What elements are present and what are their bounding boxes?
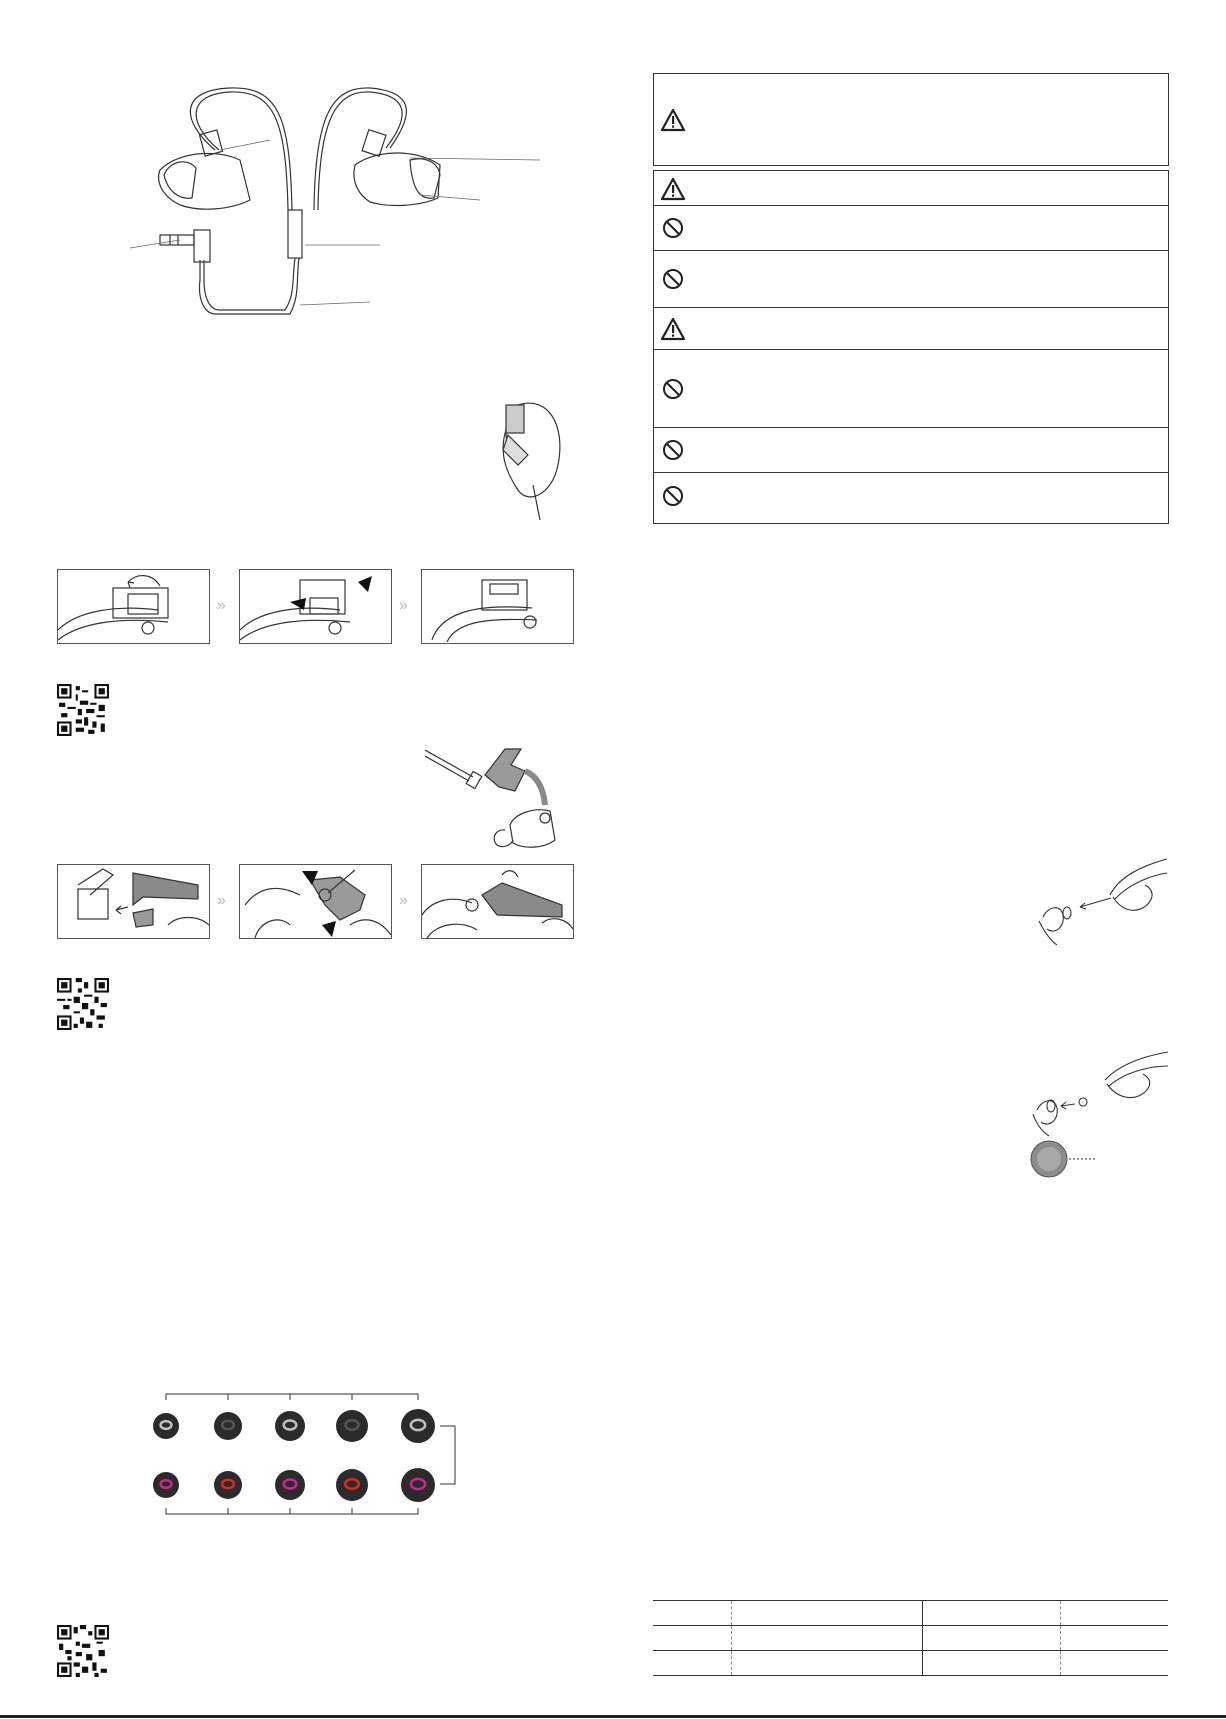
warning-row (654, 205, 1168, 251)
eartip (214, 1412, 242, 1440)
hook-step-2 (239, 864, 392, 939)
page-bottom-rule (0, 1715, 1226, 1718)
qr-code-1 (57, 684, 109, 736)
eartip (336, 1410, 368, 1442)
warning-row (654, 472, 1168, 522)
table-cell (732, 1601, 923, 1626)
hook-slide-step (58, 865, 209, 938)
caution-notice-box (653, 73, 1169, 166)
eartip (401, 1468, 435, 1502)
connector-step-2 (239, 569, 392, 644)
eartip (153, 1472, 179, 1498)
nozzle-cleaning-brush (1035, 855, 1170, 945)
hook-step-3 (421, 864, 574, 939)
step-arrow: » (399, 892, 408, 909)
step-arrow: » (217, 892, 226, 909)
hook-press-step (240, 865, 391, 938)
eartip (153, 1413, 179, 1439)
warnings-header-row (654, 171, 1168, 205)
table-row (653, 1626, 1168, 1651)
connector-step-3 (421, 569, 574, 644)
eartip (401, 1409, 435, 1443)
step-arrow: » (217, 597, 226, 614)
ear-wearing-illustration (488, 395, 568, 525)
table-cell (653, 1651, 732, 1676)
warning-triangle-icon (660, 177, 686, 201)
step-arrow: » (399, 597, 408, 614)
hook-fitted-step (422, 865, 573, 938)
connector-press-step (240, 570, 391, 643)
eartip (275, 1470, 305, 1500)
warning-triangle-icon (660, 108, 686, 132)
connector-rotate-step (58, 570, 209, 643)
prohibition-icon (662, 217, 684, 239)
connector-attached-step (422, 570, 573, 643)
table-cell (1061, 1626, 1169, 1651)
table-cell (1061, 1601, 1169, 1626)
nozzle-filter-replace (1025, 1050, 1170, 1180)
qr-code-2 (57, 978, 109, 1030)
table-cell (1061, 1651, 1169, 1676)
eartips-diagram (150, 1390, 460, 1525)
table-cell (732, 1651, 923, 1676)
hook-step-1 (57, 864, 210, 939)
specifications-table (653, 1600, 1168, 1676)
prohibition-icon (662, 268, 684, 290)
warning-triangle-icon (660, 317, 686, 341)
ear-hook-cable-illustration (425, 745, 575, 855)
connector-step-1 (57, 569, 210, 644)
product-diagram (120, 80, 560, 350)
table-cell (653, 1626, 732, 1651)
eartip (336, 1469, 368, 1501)
table-row (653, 1601, 1168, 1626)
warning-row (654, 349, 1168, 428)
warning-row (654, 427, 1168, 473)
prohibition-icon (662, 485, 684, 507)
caution-header-row (654, 307, 1168, 350)
prohibition-icon (662, 378, 684, 400)
qr-code-3 (57, 1625, 109, 1677)
table-cell (923, 1626, 1061, 1651)
table-row (653, 1651, 1168, 1676)
table-cell (653, 1601, 732, 1626)
warning-row (654, 250, 1168, 308)
table-cell (923, 1601, 1061, 1626)
table-cell (732, 1626, 923, 1651)
eartip (214, 1471, 242, 1499)
prohibition-icon (662, 439, 684, 461)
table-cell (923, 1651, 1061, 1676)
eartip (275, 1411, 305, 1441)
safety-warnings-table (653, 170, 1169, 524)
